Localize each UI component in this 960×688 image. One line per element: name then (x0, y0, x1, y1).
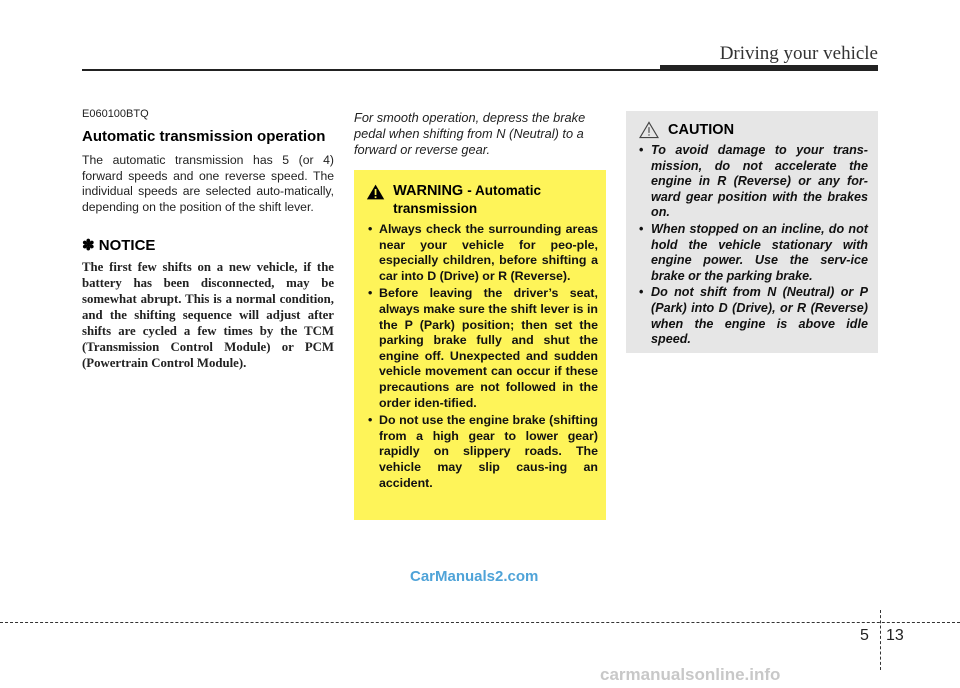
warning-list (366, 222, 598, 491)
caution-item: • Do not shift from N (Neutral) or P (Park) into D (Drive), or R (Reverse) when the engine is above idle speed. (638, 285, 868, 347)
warning-item: • Do not use the engine brake (shifting from a high gear to lower gear) rapidly on slippery roads. The vehicle may slip caus-ing an accident. (366, 413, 598, 491)
footer-divider (880, 610, 881, 670)
footer-rule (0, 622, 960, 623)
warning-title: WARNING (393, 183, 464, 199)
page-section-number: 5 (860, 627, 869, 644)
caution-list (638, 143, 868, 348)
watermark-link[interactable]: CarManuals2.com (410, 568, 539, 585)
warning-icon (366, 183, 385, 201)
intro-paragraph: For smooth operation, depress the brake pedal when shifting from N (Neutral) to a forward or reverse gear. (354, 110, 586, 157)
section-paragraph: The automatic transmission has 5 (or 4) forward speeds and one reverse speed. The individual speeds are selected auto-matically, depending on the position of the shift lever. (82, 153, 334, 215)
warning-box (354, 170, 606, 520)
warning-header (366, 182, 598, 218)
page-header-title: Driving your vehicle (719, 43, 878, 64)
caution-header (638, 121, 868, 139)
caution-box (626, 111, 878, 353)
page-number: 13 (886, 627, 904, 644)
warning-subtitle: - Automatic transmission (393, 183, 541, 216)
section-code: E060100BTQ (82, 108, 149, 120)
site-footer-link[interactable]: carmanualsonline.info (600, 665, 781, 684)
caution-item: • To avoid damage to your trans-mission, do not accelerate the engine in R (Reverse) or any for-ward gear position with the brakes on. (638, 143, 868, 221)
notice-heading: ✽ NOTICE (82, 236, 156, 254)
left-column (82, 108, 334, 371)
warning-item: • Always check the surrounding areas near your vehicle for peo-ple, especially children, before shifting a car into D (Drive) or R (Reverse). (366, 222, 598, 284)
caution-title: CAUTION (668, 122, 735, 138)
header-rule-accent (660, 65, 878, 71)
caution-icon (638, 121, 660, 139)
section-heading: Automatic transmission operation (82, 128, 326, 145)
warning-item: • Before leaving the driver’s seat, always make sure the shift lever is in the P (Park) position; then set the parking brake fully and shut the engine off. Unexpected and sudden vehicle movement can occur if these precautions are not followed in the order iden-tified. (366, 286, 598, 411)
notice-text: The first few shifts on a new vehicle, if the battery has been disconnected, may be somewhat abrupt. This is a normal condition, and the shifting sequence will adjust after shifts are cycled a few times by the TCM (Transmission Control Module) or PCM (Powertrain Control Module). (82, 259, 334, 370)
caution-item: • When stopped on an incline, do not hold the vehicle stationary with engine power. Use the serv-ice brake or the parking brake. (638, 222, 868, 284)
